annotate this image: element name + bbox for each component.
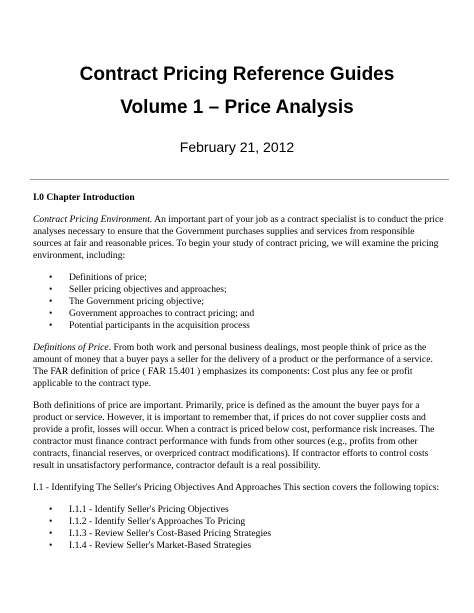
list-item	[49, 272, 445, 284]
list-item-text: Seller pricing objectives and approaches;	[69, 284, 227, 295]
document-subtitle: Volume 1 – Price Analysis	[120, 97, 354, 118]
intro-paragraph	[33, 214, 445, 262]
document-title: Contract Pricing Reference Guides	[79, 64, 395, 85]
definitions-text: . From both work and personal business dealings, most people think of price as the amount of money that a buyer pays a seller for the delivery of a product or the performance of a service. The FAR definition of price ( FAR 15.401 ) emphasizes its components: Cost plus any fee or profit applicable to the contract type.	[33, 342, 433, 389]
list-item-text: I.1.1 - Identify Seller's Pricing Objectives	[69, 504, 229, 515]
chapter-heading: I.0 Chapter Introduction	[33, 192, 135, 203]
horizontal-divider	[30, 179, 449, 180]
bullet-icon: •	[49, 504, 53, 515]
bullet-icon: •	[49, 540, 53, 551]
document-body	[33, 192, 445, 552]
definitions-lead: Definitions of Price	[33, 342, 109, 353]
intro-lead: Contract Pricing Environment.	[33, 214, 153, 225]
list-item	[49, 504, 445, 516]
list-item-text: The Government pricing objective;	[69, 296, 205, 307]
list-item	[49, 540, 445, 552]
list-item	[49, 296, 445, 308]
list-item	[49, 528, 445, 540]
bullet-icon: •	[49, 272, 53, 283]
section-i1-paragraph: I.1 - Identifying The Seller's Pricing Objectives And Approaches This section covers the following topics:	[33, 482, 440, 493]
list-item-text: Potential participants in the acquisition process	[69, 320, 250, 331]
definitions-paragraph	[33, 342, 445, 390]
bullet-icon: •	[49, 296, 53, 307]
bullet-icon: •	[49, 516, 53, 527]
list-item-text: I.1.4 - Review Seller's Market-Based Strategies	[69, 540, 252, 551]
list-item-text: I.1.3 - Review Seller's Cost-Based Pricing Strategies	[69, 528, 272, 539]
topics-list	[33, 504, 445, 552]
list-item	[49, 284, 445, 296]
list-item-text: I.1.2 - Identify Seller's Approaches To Pricing	[69, 516, 246, 527]
list-item	[49, 320, 445, 332]
bullet-icon: •	[49, 284, 53, 295]
list-item	[49, 516, 445, 528]
list-item-text: Government approaches to contract pricing; and	[69, 308, 255, 319]
bullet-icon: •	[49, 320, 53, 331]
bullet-icon: •	[49, 308, 53, 319]
bullet-icon: •	[49, 528, 53, 539]
list-item-text: Definitions of price;	[69, 272, 147, 283]
both-definitions-paragraph: Both definitions of price are important. Primarily, price is defined as the amount the buyer pays for a product or service. However, it is important to remember that, if prices do not cover supplier costs and provide a profit, losses will occur. When a contract is priced below cost, performance risk increases. The contractor must finance contract performance with funds from other sources (e.g., profits from other contracts, financial reserves, or overpriced contract modifications). If contractor efforts to control costs result in unsatisfactory performance, contractor default is a real possibility.	[33, 400, 435, 471]
environment-list	[33, 272, 445, 332]
intro-text: An important part of your job as a contract specialist is to conduct the price analyses necessary to ensure that the Government purchases supplies and services from responsible sources at fair and reasonable prices. To begin your study of contract pricing, we will examine the pricing environment, including:	[33, 214, 444, 261]
document-date: February 21, 2012	[179, 139, 295, 155]
list-item	[49, 308, 445, 320]
